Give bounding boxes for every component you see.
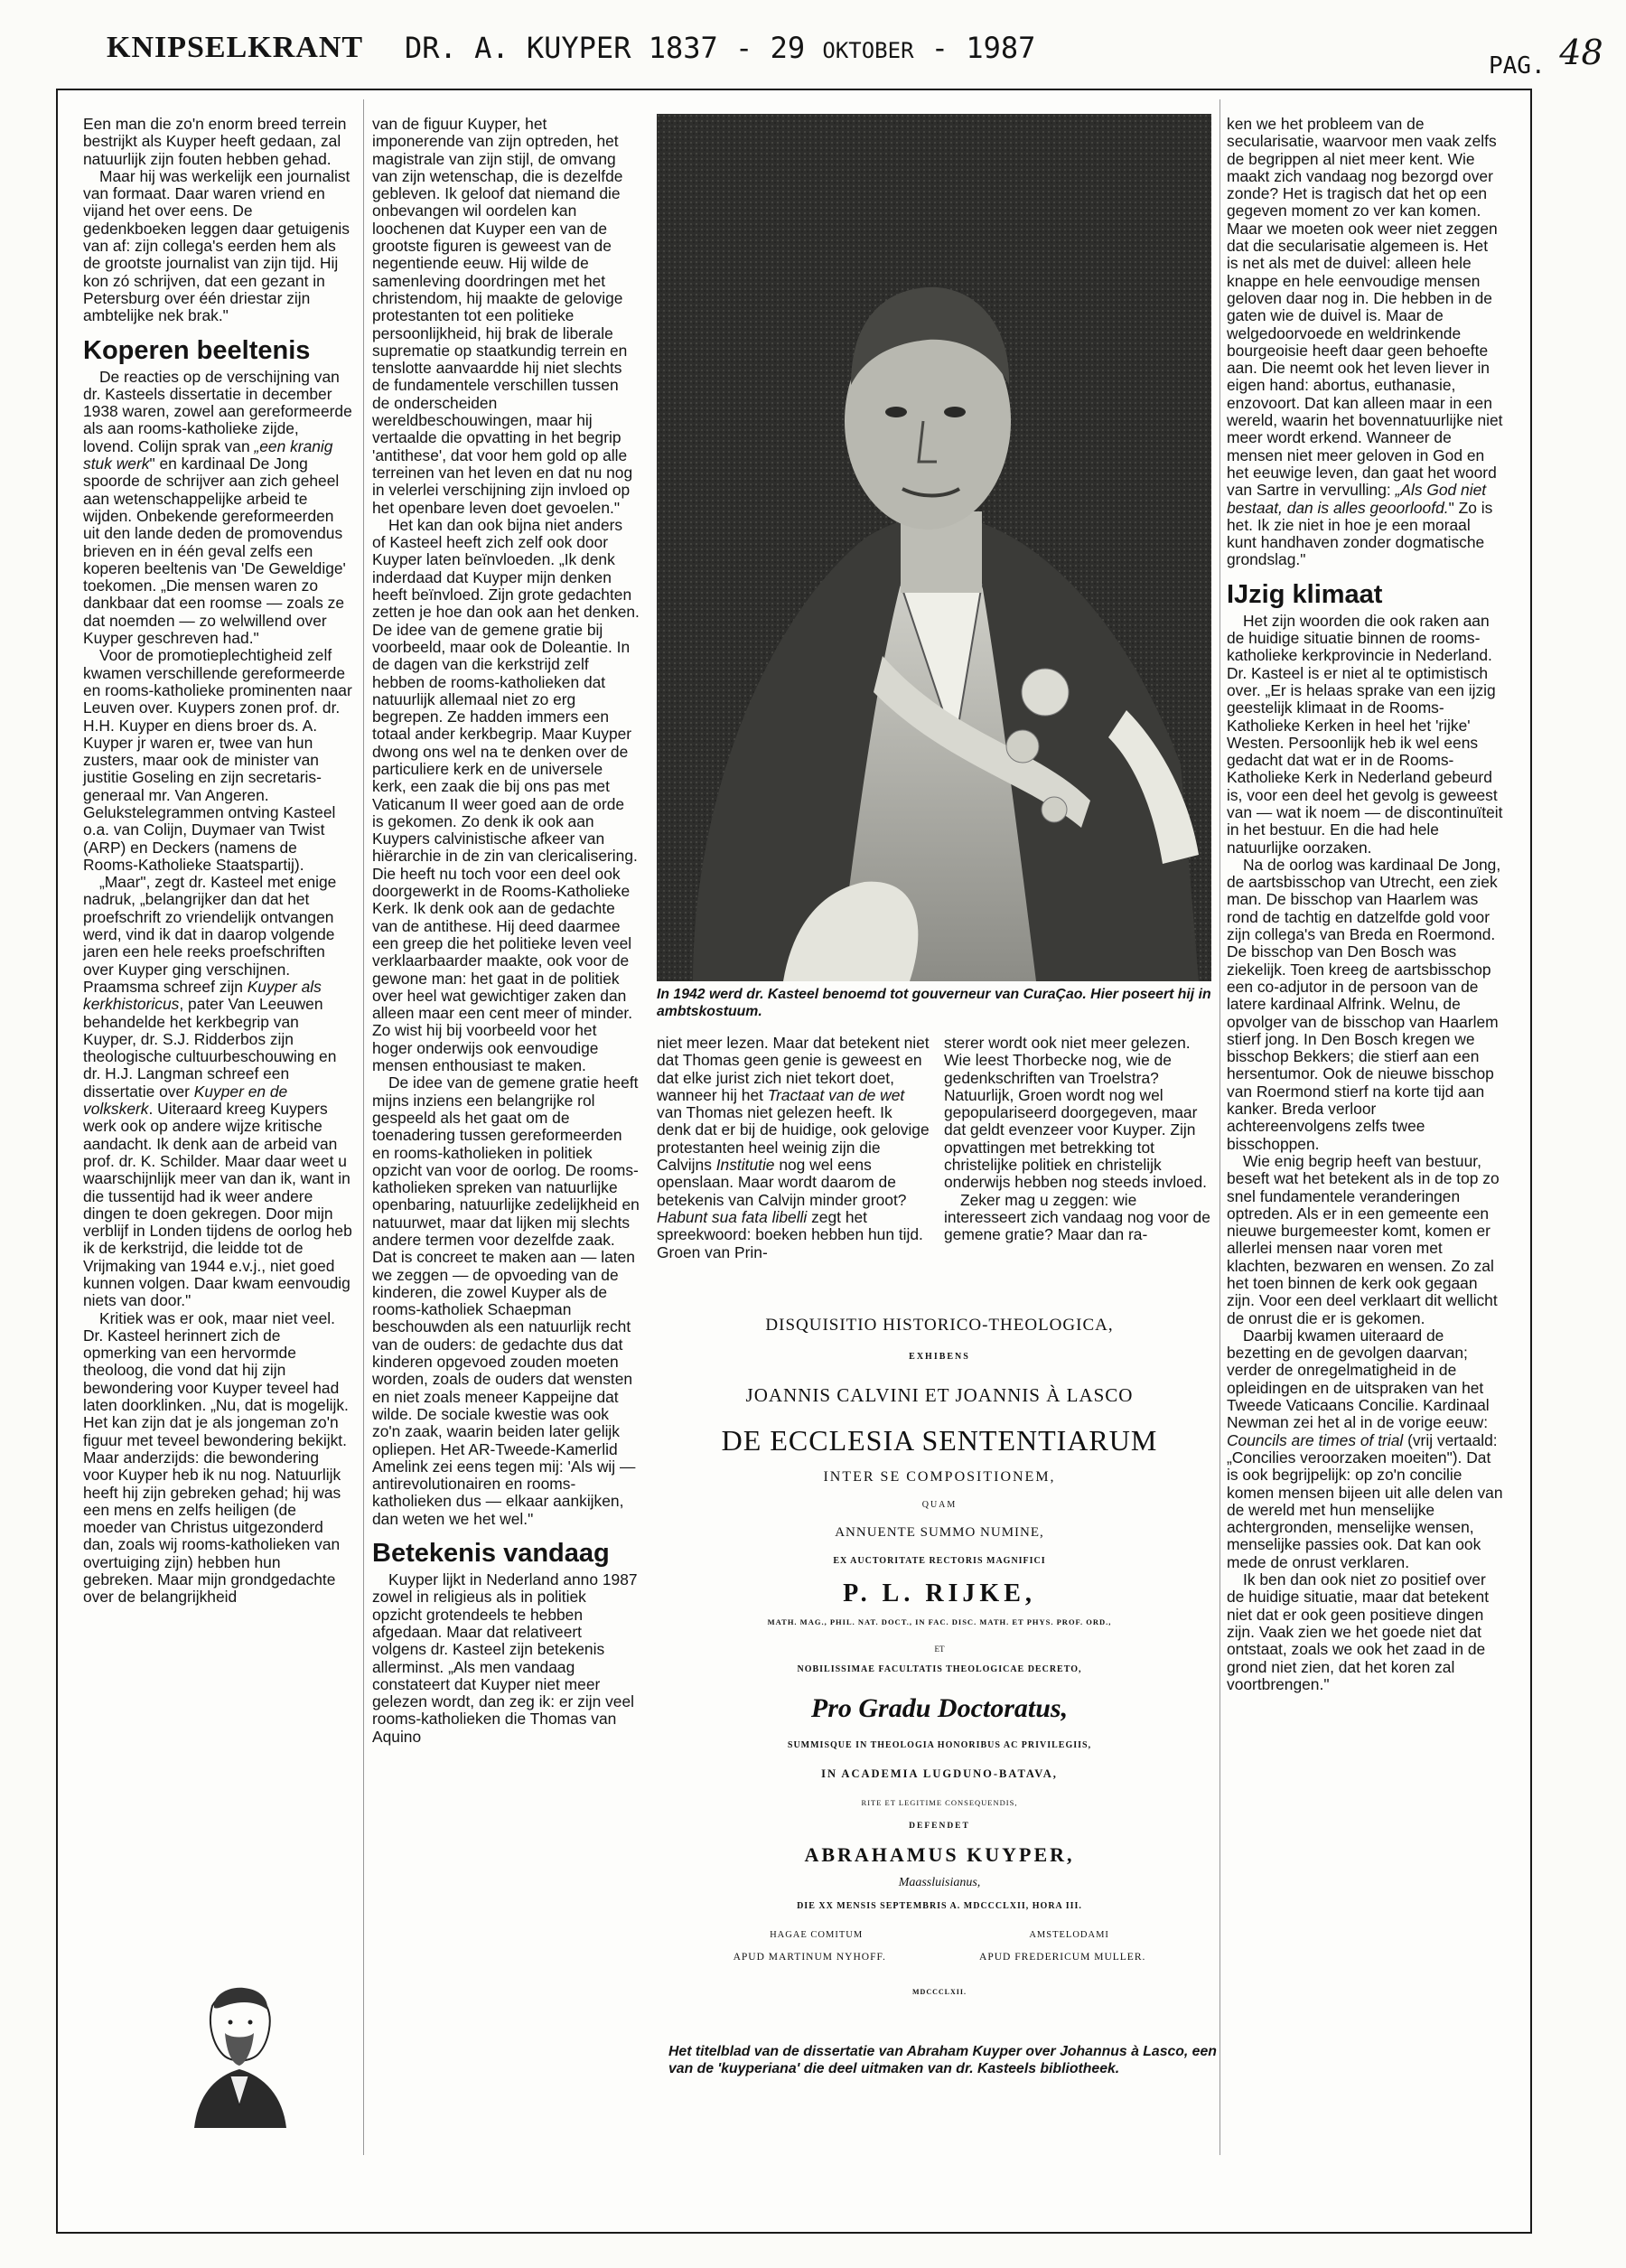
text-run: " en kardinaal De Jong spoorde de schrijver aan zich geheel aan wetenschappelijke arbeid te wijden. Onbekende gereformeerden uit den lande deden de promovendus brieven en in één geval zelfs een koperen beeltenis van 'De Geweldige' toekomen. „Die mensen waren zo dankbaar dat een roomse — zoals ze dat noemden — zo welwillend over Kuyper geschreven had."	[83, 455, 346, 648]
paragraph	[1227, 1327, 1503, 1571]
title-main: DE ECCLESIA SENTENTIARUM	[721, 1424, 1158, 1457]
italic-run: Tractaat van de wet	[767, 1085, 905, 1104]
text-run: niet meer lezen. Maar dat betekent niet dat Thomas geen genie is geweest en dat elke jurist zich niet tekort doet, wanneer hij het	[657, 1034, 930, 1104]
page-indicator	[1489, 33, 1603, 81]
paragraph	[83, 874, 352, 1309]
title-page-caption: Het titelblad van de dissertatie van Abraham Kuyper over Johannus à Lasco, een van de 'kuyperiana' die deel uitmaken van dr. Kasteels bibliotheek.	[668, 2044, 1217, 2076]
title-line: AMSTELODAMI	[1029, 1930, 1109, 1940]
title-line: DEFENDET	[909, 1822, 970, 1831]
issue-title-b: - 1987	[913, 31, 1036, 65]
text-run: van Thomas niet gelezen heeft. Ik denk dat er bij de huidige, ook gelovige protestanten heel weinig zijn die Calvijns	[657, 1103, 930, 1175]
article-column-4	[1227, 116, 1503, 1693]
paragraph	[657, 1035, 930, 1261]
paragraph: Ik ben dan ook niet zo positief over de huidige situatie, maar dat betekent niet dat er ook geen positieve dingen zijn. Vaak zien we het goede niet dat ontstaat, zoals we ook het zaad in de grond niet zien, dat het koren zal voortbrengen."	[1227, 1570, 1490, 1693]
title-line: APUD FREDERICUM MULLER.	[979, 1952, 1146, 1963]
paragraph: Na de oorlog was kardinaal De Jong, de aartsbisschop van Utrecht, een ziek man. De bisschop van Haarlem was rond de tachtig en datzelfde gold voor zijn collega's van Breda en Roermond. De bisschop van Den Bosch was ziekelijk. Toen kreeg de aartsbisschop een co-adjutor in de persoon van de latere kardinaal Alfrink. Welnu, de opvolger van de bisschop van Haarlem stierf jong. In Den Bosch kregen we bisschop Bekkers; die stierf aan een hersentumor. Ook de nieuwe bisschop van Roermond stierf na korte tijd aan kanker. Breda verloor achtereenvolgens zelfs twee bisschoppen.	[1227, 855, 1501, 1153]
text-run: De reacties op de verschijning van dr. Kasteels dissertatie in december 1938 waren, zowel aan gereformeerde als aan rooms-katholieke zijde, lovend. Colijn sprak van	[83, 367, 352, 455]
title-line: NOBILISSIMAE FACULTATIS THEOLOGICAE DECRETO,	[797, 1664, 1082, 1674]
text-run: ken we het probleem van de secularisatie, waarvoor men vaak zelfs de begrippen al niet meer kent. Wie maakt zich vandaag nog bezorgd over zonde? Het is tragisch dat het op een gegeven moment zo ver kan komen. Maar we moeten ook weer niet zeggen dat die secularisatie algemeen is. Het is net als met de duivel: alleen hele knappe en hele eenvoudige mensen geloven daar nog in. Die hebben in de gaten wie de duivel is. Maar de welgedoorvoede en weldrinkende bourgeoisie heeft daar geen behoefte aan. Die neemt ook het leven liever in eigen hand: abortus, euthanasie, enzovoort. Dat kan alleen maar in een wereld, waarin het bovennatuurlijke niet meer wordt erkend. Wanneer de mensen niet meer geloven in God en het eeuwige leven, dan gaat het woord van Sartre in vervulling:	[1227, 115, 1503, 500]
text-run: Daarbij kwamen uiteraard de bezetting en de gevolgen daarvan; verder de onregelmatigheid in de opleidingen en de uitspraken van het Tweede Vaticaans Concilie. Kardinaal Newman zei het al in de vorige eeuw:	[1227, 1326, 1490, 1432]
text-run: „Maar", zegt dr. Kasteel met enige nadruk, „belangrijker dan dat het proefschrift zo vriendelijk ontvangen werd, vind ik dat in daarop volgende jaren een hele reeks proefschriften over Kuyper ging verschijnen. Praamsma schreef zijn	[83, 873, 337, 996]
title-line: Pro Gradu Doctoratus,	[810, 1693, 1069, 1723]
dissertation-title-page	[687, 1301, 1192, 2033]
text-run: . Uiteraard kreeg Kuypers werk ook op andere wijze kritische aandacht. Ik denk aan de arbeid van prof. dr. K. Schilder. Maar daar weet u waarschijnlijk meer van dan ik, want in die tussentijd had ik weer andere dingen te doen gekregen. Door mijn verblijf in Londen tijdens de oorlog heb ik de kerkstrijd, die leidde tot de Vrijmaking van 1944 e.v.j., niet goed kunnen volgen. Daar kwam eenvoudig niets van door."	[83, 1100, 352, 1310]
title-line: APUD MARTINUM NYHOFF.	[733, 1952, 886, 1963]
text-run: zegt het spreekwoord: boeken hebben hun tijd. Groen van Prin-	[657, 1207, 923, 1261]
brand-title: KNIPSELKRANT	[107, 31, 364, 64]
paragraph: Het kan dan ook bijna niet anders of Kasteel heeft zich zelf ook door Kuyper laten beïnvloeden. „Ik denk inderdaad dat Kuyper mijn denken heeft beïnvloed. Zijn grote gedachten zetten je hoe dan ook aan het denken. De idee van de gemene gratie bij voorbeeld, maar ook de Doleantie. In de dagen van die kerkstrijd zelf hebben de rooms-katholieken dat natuurlijk allemaal niet zo erg begrepen. Ze hadden immers een totaal ander kerkbegrip. Maar Kuyper dwong ons wel na te denken over de particuliere kerk en de universele kerk, een zaak die bij ons pas met Vaticanum II weer goed aan de orde is gekomen. Zo denk ik ook aan Kuypers calvinistische afkeer van hiërarchie in de zin van clericalisering. Die heeft nu toch voor een deel ook doorgewerkt in de Rooms-Katholieke Kerk. Ik denk ook aan de gedachte van de antithese. Hij deed daarmee een greep die het politieke leven veel verklaarbaarder maakte, ook voor de gewone man: het gaat in de politiek over heel wat gewichtiger zaken dan alleen maar een cent meer of minder. Zo wist hij bij voorbeeld voor het hoger onderwijs ook eenvoudige mensen enthousiast te maken.	[372, 515, 640, 1075]
text-run: (vrij vertaald: „Concilies veroorzaken moeiten"). Dat is ook begrijpelijk: op zo'n concilie komen mensen bijeen uit alle delen van de wereld met hun menselijke achtergronden, menselijke wensen, menselijke passies ook. Dat kan ook mede de onrust verklaren.	[1227, 1430, 1503, 1571]
paragraph: Maar hij was werkelijk een journalist van formaat. Daar waren vriend en vijand het over eens. De gedenkboeken leggen daar getuigenis van af: zijn collega's eerden hem als de grootste journalist van zijn tijd. Hij kon zó schrijven, dat een gezant in Petersburg over één driestar zijn ambtelijke nek brak."	[83, 166, 350, 325]
publisher-names	[687, 1952, 1192, 1963]
title-line: DISQUISITIO HISTORICO-THEOLOGICA,	[765, 1316, 1114, 1335]
title-line: EXHIBENS	[909, 1352, 970, 1362]
subheading-koperen-beeltenis: Koperen beeltenis	[83, 335, 311, 365]
title-line: HAGAE COMITUM	[770, 1930, 864, 1940]
paragraph: van de figuur Kuyper, het imponerende van zijn optreden, het magistrale van zijn stijl, de omvang van zijn wetenschap, die is dezelfde gebleven. Ik geloof dat niemand die onbevangen wil oordelen kan loochenen dat Kuyper een van de grootste figuren is geweest van de negentiende eeuw. Hij wilde de samenleving doordringen met het christendom, hij maakte de gelovige protestanten tot een politieke persoonlijkheid, hij brak de liberale suprematie op staatkundig terrein en tenslotte aanvaardde hij niet slechts de fundamentele verschillen tussen de onderscheiden wereldbeschouwingen, maar hij vertaalde die opvatting in het begrip 'antithese', dat voor hem gold op alle terreinen van het leven en dat nu nog in velerlei verschijning zijn invloed op het openbare leven doet gevoelen."	[372, 115, 633, 517]
title-line: ET	[934, 1645, 945, 1654]
clipping-header	[107, 25, 1603, 80]
publisher-places	[687, 1930, 1192, 1940]
subheading-ijzig-klimaat: IJzig klimaat	[1227, 579, 1383, 609]
paragraph	[83, 369, 352, 648]
italic-run: Kuyper en de volkskerk	[83, 1082, 288, 1119]
title-line: IN ACADEMIA LUGDUNO-BATAVA,	[821, 1767, 1058, 1780]
title-line: ANNUENTE SUMMO NUMINE,	[835, 1525, 1044, 1540]
italic-run: Institutie	[715, 1156, 775, 1175]
paragraph: Kuyper lijkt in Nederland anno 1987 zowel in religieus als in politiek opzicht grotendeels te hebben afgedaan. Maar dat relativeert volgens dr. Kasteel zijn betekenis allerminst. „Als men vandaag constateert dat Kuyper niet meer gelezen wordt, dan zeg ik: er zijn veel rooms-katholieken die Thomas van Aquino	[372, 1570, 638, 1746]
paragraph: sterer wordt ook niet meer gelezen. Wie leest Thorbecke nog, wie de gedenkschriften van Troelstra? Natuurlijk, Groen wordt nog wel gepopulariseerd doorgegeven, maar dat geldt evenzeer voor Kuyper. Zijn opvattingen met betrekking tot christelijke politiek en christelijk onderwijs hebben nog steeds invloed.	[944, 1034, 1208, 1192]
subheading-betekenis-vandaag: Betekenis vandaag	[372, 1539, 610, 1569]
issue-title-a: DR. A. KUYPER 1837 - 29	[405, 31, 823, 65]
column-rule	[363, 99, 364, 2155]
title-line: Maassluisianus,	[898, 1876, 981, 1889]
title-line: DIE XX MENSIS SEPTEMBRIS A. MDCCCLXII, HORA III.	[797, 1901, 1082, 1911]
italic-run: „een kranig stuk werk	[83, 436, 333, 473]
title-line: INTER SE COMPOSITIONEM,	[823, 1469, 1056, 1485]
paragraph: Het zijn woorden die ook raken aan de huidige situatie binnen de rooms-katholieke kerkprovincie in Nederland. Dr. Kasteel is er niet al te optimistisch over. „Er is helaas sprake van een ijzig geestelijk klimaat in de Rooms-Katholieke Kerken in heel het 'rijke' Westen. Persoonlijk heb ik wel eens gedacht dat wat er in de Rooms-Katholieke Kerk in Nederland gebeurd is, voor een deel het gevolg is geweest van — wat ik noem — de discontinuïteit in het bestuur. En die had hele natuurlijke oorzaken.	[1227, 611, 1503, 857]
paragraph: Wie enig begrip heeft van bestuur, beseft wat het betekent als in de top zo snel fundamentele veranderingen optreden. Als er in een gemeente een nieuwe burgemeester komt, komen er allerlei mensen naar voren met klachten, bezwaren en wensen. Zo zal het toen binnen de kerk ook gegaan zijn. Voor een deel verklaart dit wellicht de onrust die er is gekomen.	[1227, 1151, 1500, 1327]
article-column-3a	[657, 1035, 930, 1261]
article-column-3b	[944, 1035, 1213, 1244]
paragraph: Zeker mag u zeggen: wie interesseert zich vandaag nog voor de gemene gratie? Maar dan ra-	[944, 1190, 1210, 1244]
title-line: ABRAHAMUS KUYPER,	[804, 1843, 1075, 1866]
italic-run: Kuyper als kerkhistoricus	[83, 977, 322, 1014]
italic-run: Habunt sua fata libelli	[657, 1207, 808, 1226]
issue-title	[405, 31, 1035, 65]
paragraph: Voor de promotieplechtigheid zelf kwamen verschillende gereformeerde en rooms-katholieke prominenten naar Leuven over. Kuypers zonen prof. dr. H.H. Kuyper en diens broer ds. A. Kuyper jr waren er, twee van hun zusters, maar ook de minister van justitie Goseling en zijn secretaris-generaal mr. Van Angeren. Gelukstelegrammen ontving Kasteel o.a. van Colijn, Duymaer van Twist (ARP) en Deckers (namens de Rooms-Katholieke Staatspartij).	[83, 646, 352, 874]
article-column-2	[372, 116, 640, 1746]
title-line: P. L. RIJKE,	[843, 1579, 1036, 1607]
title-line: SUMMISQUE IN THEOLOGIA HONORIBUS AC PRIVILEGIIS,	[787, 1740, 1092, 1750]
italic-run: Councils are times of trial	[1227, 1430, 1404, 1449]
text-run: , pater Van Leeuwen behandelde het kerkbegrip van Kuyper, dr. S.J. Ridderbos zijn theologische cultuurbeschouwing en dr. H.J. Langman schreef een dissertatie over	[83, 995, 337, 1101]
title-line: MATH. MAG., PHIL. NAT. DOCT., IN FAC. DISC. MATH. ET PHYS. PROF. ORD.,	[767, 1617, 1112, 1626]
kasteel-portrait-photo	[657, 114, 1211, 981]
paragraph: De idee van de gemene gratie heeft mijns inziens een belangrijke rol gespeeld als het gaat om de toenadering tussen gereformeerden en rooms-katholieken in politiek opzicht van voor de oorlog. De rooms-katholieken spreken van natuurlijke openbaring, natuurlijke zedelijkheid en natuurwet, maar dat lijken mij slechts andere termen voor dezelfde zaak. Dat is concreet te maken aan — laten we zeggen — de opvoeding van de kinderen, die zowel Kuyper als de rooms-katholiek Schaepman beschouwden als een natuurlijk recht van de ouders: de gedachte dus dat kinderen opgevoed zouden moeten worden, zoals de ouders dat wensten en niet zoals meneer Kappeijne dat wilde. De sociale kwestie was ook zo'n zaak, waarin beiden later gelijk opliepen. Het AR-Tweede-Kamerlid Amelink zei eens tegen mij: 'Als wij — antirevolutionairen en rooms-katholieken dus — elkaar aankijken, dan weten we het wel."	[372, 1073, 640, 1528]
text-run: nog wel eens openslaan. Maar wordt daarom de betekenis van Calvijn minder groot?	[657, 1156, 907, 1209]
issue-month: OKTOBER	[822, 38, 914, 63]
photo-image	[657, 114, 1211, 981]
title-line: JOANNIS CALVINI ET JOANNIS À LASCO	[745, 1384, 1134, 1406]
kuyper-portrait-sketch	[158, 1970, 316, 2128]
photo-caption: In 1942 werd dr. Kasteel benoemd tot gouverneur van CuraÇao. Hier poseert hij in ambtskostuum.	[657, 987, 1211, 1019]
paragraph	[1227, 116, 1503, 569]
page-label: PAG.	[1489, 52, 1546, 80]
article-column-1	[83, 116, 352, 1607]
title-line: RITE ET LEGITIME CONSEQUENDIS,	[861, 1798, 1018, 1807]
italic-run: „Als God niet bestaat, dan is alles geoorloofd.	[1227, 481, 1487, 517]
page-number: 48	[1559, 33, 1603, 72]
title-line: QUAM	[921, 1500, 958, 1510]
title-line: MDCCCLXII.	[912, 1988, 967, 1996]
paragraph: Kritiek was er ook, maar niet veel. Dr. Kasteel herinnert zich de opmerking van een hervormde theoloog, die vond dat hij zijn bewondering voor Kuyper teveel had laten doorklinken. „Nu, dat is mogelijk. Het kan zijn dat je als jongeman zo'n figuur met teveel bewondering bekijkt. Maar anderzijds: die bewondering voor Kuyper heb ik nu nog. Natuurlijk heeft hij zijn gebreken gehad; hij was een mens en zelfs heiligen (de moeder van Christus uitgezonderd dan, zoals wij rooms-katholieken van overtuiging zijn) hebben hun gebreken. Maar mijn grondgedachte over de belangrijkheid	[83, 1308, 349, 1607]
text-run: " Zo is het. Ik zie niet in hoe je een moraal kunt handhaven zonder dogmatische grondslag."	[1227, 498, 1493, 569]
title-line: EX AUCTORITATE RECTORIS MAGNIFICI	[833, 1556, 1046, 1566]
paragraph: Een man die zo'n enorm breed terrein bestrijkt als Kuyper heeft gedaan, zal natuurlijk zijn fouten hebben gehad.	[83, 115, 347, 168]
